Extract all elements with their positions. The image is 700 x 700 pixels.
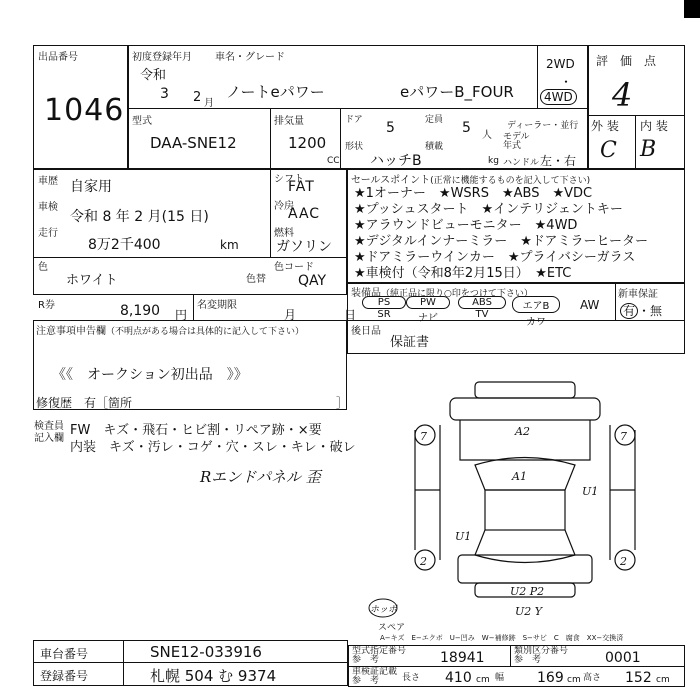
doors-label: ドア bbox=[345, 115, 363, 125]
name-change-date: 月 日 bbox=[284, 308, 357, 322]
fuel: ガソリン bbox=[276, 239, 332, 255]
damage-mark: 7 bbox=[620, 430, 627, 443]
interior-grade: B bbox=[640, 137, 657, 162]
grade: eパワーB_FOUR bbox=[400, 83, 514, 101]
chassis-number: SNE12-033916 bbox=[150, 643, 262, 661]
carname-label: 車名・グレード bbox=[215, 52, 285, 63]
sales-point-line: ★1オーナー ★WSRS ★ABS ★VDC bbox=[354, 186, 593, 201]
damage-mark: 2 bbox=[420, 555, 427, 568]
damage-legend: A−キズ E−エクボ U−凹み W−補修跡 S−サビ C 腐食 XX−交換済 bbox=[380, 634, 624, 642]
inspection-date: 令和 8 年 2 月(15 日) bbox=[70, 209, 209, 225]
score-label: 評 価 点 bbox=[596, 54, 657, 68]
first-reg-label: 初度登録年月 bbox=[132, 52, 192, 63]
spare-mark: ホッポ bbox=[370, 605, 398, 615]
color-label: 色 bbox=[38, 262, 48, 273]
corner-mark bbox=[684, 0, 700, 18]
color-code-label: 色コード bbox=[274, 262, 314, 273]
dealer-label: ディーラー・並行 bbox=[507, 121, 579, 131]
damage-mark: 2 bbox=[620, 555, 627, 568]
car-number-label: 車検証記載 参 考 bbox=[352, 667, 398, 686]
exterior-grade: C bbox=[600, 138, 617, 163]
width-label: 幅 bbox=[495, 673, 505, 683]
aircon-label: 冷房 bbox=[274, 201, 294, 212]
drive-dot: ・ bbox=[560, 75, 573, 89]
damage-mark: U1 bbox=[455, 530, 472, 543]
plate-number: 札幌 504 む 9374 bbox=[150, 667, 277, 685]
sales-point-line: ★車検付（令和8年2月15日） ★ETC bbox=[354, 266, 572, 281]
equipment-ps: PS SR bbox=[362, 296, 406, 320]
damage-mark: 7 bbox=[420, 430, 427, 443]
inspector-line-1: FW キズ・飛石・ヒビ割・リペア跡・×要 bbox=[70, 423, 322, 438]
damage-mark: U1 bbox=[582, 485, 599, 498]
loading-label: 積載 bbox=[425, 142, 444, 152]
recycle-label: R券 bbox=[38, 300, 55, 311]
spare-tire-icon bbox=[366, 596, 400, 620]
roof bbox=[485, 490, 565, 530]
reg-year: 3 bbox=[160, 86, 169, 102]
lot-number: 1046 bbox=[44, 93, 125, 128]
model: DAA-SNE12 bbox=[150, 134, 237, 152]
length-unit: cm bbox=[476, 675, 490, 685]
category-number: 0001 bbox=[605, 650, 641, 666]
yen-unit: 円 bbox=[175, 308, 188, 322]
lot-label: 出品番号 bbox=[38, 52, 78, 63]
after-goods-value: 保証書 bbox=[390, 335, 430, 350]
inspection-label: 車検 bbox=[38, 202, 58, 213]
inspector-line-2: 内装 キズ・汚レ・コゲ・穴・スレ・キレ・破レ bbox=[70, 440, 356, 455]
rear-window bbox=[475, 530, 575, 563]
era: 令和 bbox=[140, 68, 167, 83]
reg-month-unit: 月 bbox=[204, 98, 214, 109]
shift: FAT bbox=[288, 179, 315, 195]
kg-unit: kg bbox=[488, 156, 499, 166]
length: 410 bbox=[445, 670, 472, 686]
aircon: AAC bbox=[288, 206, 321, 222]
equipment-label: 装備品（純正品に限り○印をつけて下さい） bbox=[351, 288, 533, 299]
car-damage-diagram bbox=[400, 370, 650, 620]
notes-label: 注意事項申告欄（不明点がある場合は具体的に記入して下さい） bbox=[36, 326, 305, 337]
doors: 5 bbox=[386, 120, 395, 136]
sales-point-line: ★プッシュスタート ★インテリジェントキー bbox=[354, 202, 623, 217]
repair-history: 修復歴 有［箇所 bbox=[36, 396, 133, 410]
rear-hatch bbox=[458, 555, 592, 583]
length-label: 長さ bbox=[402, 673, 421, 683]
recolor-label: 色替 bbox=[246, 274, 266, 285]
history: 自家用 bbox=[70, 179, 112, 195]
interior-label: 内 装 bbox=[640, 119, 668, 133]
displacement-label: 排気量 bbox=[274, 116, 304, 127]
category-label: 類別区分番号 参 考 bbox=[514, 646, 569, 665]
score: 4 bbox=[612, 76, 633, 114]
reg-month: 2 bbox=[193, 90, 202, 105]
sales-point-line: ★アラウンドビューモニター ★4WD bbox=[354, 218, 578, 233]
type-designation-label: 型式指定番号 参 考 bbox=[352, 646, 407, 665]
displacement: 1200 bbox=[288, 134, 327, 152]
drive-4wd-circled: 4WD bbox=[540, 89, 577, 105]
height-unit: cm bbox=[656, 675, 670, 685]
shape: ハッチB bbox=[370, 153, 422, 169]
exterior-label: 外 装 bbox=[591, 119, 619, 133]
height-label: 高さ bbox=[583, 673, 602, 683]
sales-point-line: ★ドアミラーウインカー ★プライバシーガラス bbox=[354, 250, 636, 265]
damage-mark: U2 Y bbox=[515, 605, 543, 618]
type-designation: 18941 bbox=[440, 650, 485, 666]
sales-point-line: ★デジタルインナーミラー ★ドアミラーヒーター bbox=[354, 234, 648, 249]
plate-label: 登録番号 bbox=[40, 669, 89, 683]
width: 169 bbox=[537, 670, 564, 686]
model-label: 型式 bbox=[132, 116, 152, 127]
name-change-label: 名変期限 bbox=[197, 300, 237, 311]
car-name: ノートeパワー bbox=[226, 83, 325, 101]
recycle-amount: 8,190 bbox=[120, 303, 161, 319]
inspector-label: 検査員 記入欄 bbox=[34, 421, 64, 444]
capacity: 5 bbox=[462, 120, 471, 136]
chassis-label: 車台番号 bbox=[40, 647, 89, 661]
damage-mark: A1 bbox=[512, 470, 527, 483]
spare-label: スペア bbox=[378, 623, 406, 633]
new-car-warranty-label: 新車保証 bbox=[618, 289, 658, 300]
sales-points-list bbox=[354, 186, 648, 282]
capacity-label: 定員 bbox=[425, 115, 444, 125]
equipment-abs: ABS TV bbox=[458, 296, 506, 320]
handle-value: 左・右 bbox=[540, 154, 577, 168]
model-year-label: モデル 年式 bbox=[503, 132, 530, 151]
height: 152 bbox=[625, 670, 652, 686]
capacity-unit: 人 bbox=[482, 130, 492, 141]
color-code: QAY bbox=[298, 273, 327, 289]
warranty-value: 有 ・無 bbox=[620, 302, 662, 319]
fuel-label: 燃料 bbox=[274, 228, 294, 239]
damage-mark: U2 P2 bbox=[510, 585, 545, 598]
front-bumper bbox=[475, 382, 575, 398]
cc-unit: CC bbox=[327, 156, 340, 166]
mileage-label: 走行 bbox=[38, 228, 58, 239]
auction-note: 《《 オークション初出品 》》 bbox=[52, 367, 248, 383]
hood-front bbox=[450, 398, 600, 420]
handwritten-note: Rエンドパネル 歪 bbox=[200, 468, 321, 486]
shape-label: 形状 bbox=[345, 142, 364, 152]
drive-2wd: 2WD bbox=[546, 57, 575, 71]
km-unit: km bbox=[220, 238, 239, 252]
after-goods-label: 後日品 bbox=[351, 326, 381, 337]
equipment-pw: PW ナビ bbox=[406, 296, 450, 324]
shift-label: シフト bbox=[274, 174, 304, 185]
handle-label: ハンドル bbox=[503, 158, 540, 168]
color: ホワイト bbox=[66, 273, 118, 288]
history-label: 車歴 bbox=[38, 176, 58, 187]
sales-points-label: セールスポイント(正常に機能するものを記入して下さい) bbox=[351, 175, 591, 186]
mileage: 8万2千400 bbox=[88, 237, 161, 253]
width-unit: cm bbox=[567, 675, 581, 685]
equipment-aw: AW bbox=[580, 298, 600, 312]
damage-mark: A2 bbox=[515, 425, 530, 438]
equipment-airbag: エアB カワ bbox=[512, 296, 560, 328]
repair-close: ］ bbox=[336, 396, 349, 410]
